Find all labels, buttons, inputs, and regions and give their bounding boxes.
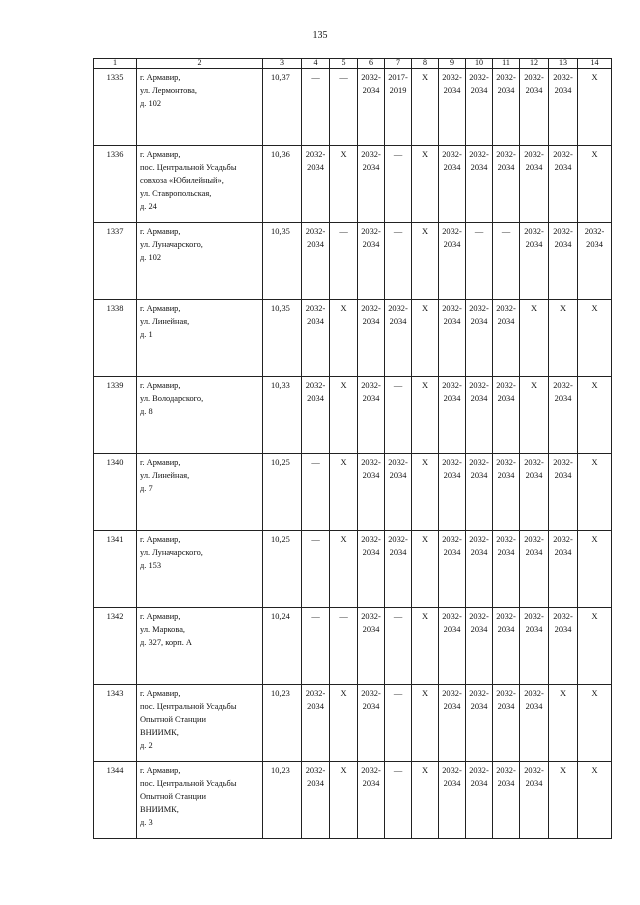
address-line: д. 153: [140, 561, 162, 570]
area-cell: 10,23: [263, 685, 302, 762]
period-cell: 2032-2034: [493, 69, 520, 146]
column-header: 11: [493, 59, 520, 69]
column-header: 12: [520, 59, 549, 69]
column-header: 8: [412, 59, 439, 69]
period-cell: 2032-2034: [493, 300, 520, 377]
column-header: 3: [263, 59, 302, 69]
address-line: ул. Луначарского,: [140, 548, 203, 557]
address-line: ул. Володарского,: [140, 394, 204, 403]
period-cell: X: [549, 300, 578, 377]
period-cell: 2032-2034: [358, 377, 385, 454]
column-header: 9: [439, 59, 466, 69]
period-cell: X: [412, 377, 439, 454]
period-cell: —: [302, 69, 330, 146]
period-cell: X: [330, 685, 358, 762]
area-cell: 10,23: [263, 762, 302, 839]
table-row: [94, 762, 612, 839]
row-number-cell: 1343: [94, 685, 137, 762]
column-header: 13: [549, 59, 578, 69]
period-cell: 2032-2034: [358, 223, 385, 300]
period-cell: 2032-2034: [439, 454, 466, 531]
column-header: 14: [578, 59, 612, 69]
period-cell: 2017-2019: [385, 69, 412, 146]
area-cell: 10,25: [263, 531, 302, 608]
period-cell: 2032-2034: [358, 762, 385, 839]
period-cell: —: [493, 223, 520, 300]
row-number-cell: 1341: [94, 531, 137, 608]
period-cell: 2032-2034: [466, 146, 493, 223]
column-header: 10: [466, 59, 493, 69]
row-number-cell: 1336: [94, 146, 137, 223]
area-cell: 10,35: [263, 223, 302, 300]
period-cell: 2032-2034: [358, 146, 385, 223]
period-cell: X: [330, 146, 358, 223]
period-cell: —: [385, 223, 412, 300]
period-cell: X: [578, 300, 612, 377]
row-number-cell: 1335: [94, 69, 137, 146]
period-cell: 2032-2034: [549, 608, 578, 685]
area-cell: 10,35: [263, 300, 302, 377]
row-number-cell: 1342: [94, 608, 137, 685]
period-cell: 2032-2034: [466, 608, 493, 685]
period-cell: 2032-2034: [302, 223, 330, 300]
address-line: ул. Линейная,: [140, 471, 190, 480]
table-row: [94, 223, 612, 300]
period-cell: 2032-2034: [466, 69, 493, 146]
period-cell: 2032-2034: [549, 223, 578, 300]
address-line: пос. Центральной Усадьбы: [140, 702, 237, 711]
period-cell: X: [578, 454, 612, 531]
period-cell: —: [302, 454, 330, 531]
table-body: [94, 69, 612, 839]
period-cell: 2032-2034: [466, 531, 493, 608]
row-number-cell: 1340: [94, 454, 137, 531]
period-cell: 2032-2034: [302, 377, 330, 454]
table-row: [94, 377, 612, 454]
period-cell: 2032-2034: [493, 377, 520, 454]
address-cell: [137, 146, 263, 223]
period-cell: 2032-2034: [302, 762, 330, 839]
area-cell: 10,37: [263, 69, 302, 146]
address-cell: [137, 377, 263, 454]
period-cell: X: [412, 300, 439, 377]
address-line: д. 102: [140, 253, 162, 262]
address-line: ВНИИМК,: [140, 805, 179, 814]
period-cell: —: [385, 762, 412, 839]
period-cell: 2032-2034: [358, 69, 385, 146]
address-line: совхоза «Юбилейный»,: [140, 176, 224, 185]
period-cell: 2032-2034: [439, 223, 466, 300]
period-cell: —: [385, 377, 412, 454]
period-cell: —: [330, 223, 358, 300]
period-cell: X: [578, 146, 612, 223]
period-cell: 2032-2034: [385, 454, 412, 531]
row-number-cell: 1344: [94, 762, 137, 839]
period-cell: 2032-2034: [549, 146, 578, 223]
period-cell: X: [412, 608, 439, 685]
period-cell: 2032-2034: [358, 685, 385, 762]
area-cell: 10,25: [263, 454, 302, 531]
table-row: [94, 608, 612, 685]
address-line: ул. Луначарского,: [140, 240, 203, 249]
column-header: 6: [358, 59, 385, 69]
period-cell: 2032-2034: [466, 300, 493, 377]
row-number-cell: 1337: [94, 223, 137, 300]
period-cell: 2032-2034: [439, 69, 466, 146]
period-cell: X: [330, 531, 358, 608]
period-cell: 2032-2034: [439, 377, 466, 454]
period-cell: 2032-2034: [439, 146, 466, 223]
address-line: г. Армавир,: [140, 304, 181, 313]
period-cell: 2032-2034: [520, 454, 549, 531]
table-row: [94, 300, 612, 377]
period-cell: 2032-2034: [520, 69, 549, 146]
period-cell: 2032-2034: [358, 300, 385, 377]
period-cell: 2032-2034: [549, 69, 578, 146]
address-line: д. 24: [140, 202, 157, 211]
period-cell: 2032-2034: [493, 685, 520, 762]
address-line: г. Армавир,: [140, 227, 181, 236]
period-cell: 2032-2034: [493, 608, 520, 685]
address-line: ВНИИМК,: [140, 728, 179, 737]
table-row: [94, 146, 612, 223]
period-cell: —: [302, 531, 330, 608]
period-cell: 2032-2034: [549, 377, 578, 454]
period-cell: —: [385, 608, 412, 685]
period-cell: X: [330, 377, 358, 454]
address-cell: [137, 531, 263, 608]
period-cell: X: [549, 762, 578, 839]
period-cell: 2032-2034: [549, 531, 578, 608]
period-cell: 2032-2034: [439, 762, 466, 839]
address-line: пос. Центральной Усадьбы: [140, 163, 237, 172]
period-cell: X: [520, 300, 549, 377]
area-cell: 10,24: [263, 608, 302, 685]
period-cell: X: [578, 608, 612, 685]
address-line: д. 3: [140, 818, 153, 827]
period-cell: 2032-2034: [578, 223, 612, 300]
column-header: 7: [385, 59, 412, 69]
table-row: [94, 685, 612, 762]
period-cell: 2032-2034: [493, 146, 520, 223]
period-cell: 2032-2034: [302, 146, 330, 223]
address-cell: [137, 454, 263, 531]
period-cell: 2032-2034: [549, 454, 578, 531]
period-cell: 2032-2034: [439, 300, 466, 377]
period-cell: 2032-2034: [466, 762, 493, 839]
period-cell: —: [385, 146, 412, 223]
address-line: ул. Маркова,: [140, 625, 186, 634]
page-number: 135: [312, 30, 328, 41]
period-cell: —: [330, 608, 358, 685]
period-cell: 2032-2034: [493, 531, 520, 608]
period-cell: 2032-2034: [358, 531, 385, 608]
period-cell: X: [330, 454, 358, 531]
address-cell: [137, 608, 263, 685]
address-cell: [137, 69, 263, 146]
column-header: 4: [302, 59, 330, 69]
address-line: ул. Линейная,: [140, 317, 190, 326]
period-cell: 2032-2034: [520, 146, 549, 223]
period-cell: X: [412, 69, 439, 146]
period-cell: X: [330, 300, 358, 377]
column-header: 5: [330, 59, 358, 69]
address-line: ул. Ставропольская,: [140, 189, 212, 198]
period-cell: 2032-2034: [358, 608, 385, 685]
period-cell: X: [412, 531, 439, 608]
period-cell: X: [330, 762, 358, 839]
address-line: д. 7: [140, 484, 153, 493]
address-line: г. Армавир,: [140, 689, 181, 698]
period-cell: X: [578, 685, 612, 762]
address-line: пос. Центральной Усадьбы: [140, 779, 237, 788]
table-row: [94, 454, 612, 531]
period-cell: —: [466, 223, 493, 300]
period-cell: 2032-2034: [520, 608, 549, 685]
period-cell: 2032-2034: [358, 454, 385, 531]
column-header: 2: [137, 59, 263, 69]
period-cell: X: [412, 146, 439, 223]
period-cell: 2032-2034: [385, 531, 412, 608]
address-line: г. Армавир,: [140, 73, 181, 82]
period-cell: X: [412, 685, 439, 762]
row-number-cell: 1338: [94, 300, 137, 377]
address-cell: [137, 300, 263, 377]
period-cell: 2032-2034: [385, 300, 412, 377]
address-line: д. 1: [140, 330, 153, 339]
period-cell: X: [412, 454, 439, 531]
period-cell: —: [385, 685, 412, 762]
address-line: г. Армавир,: [140, 150, 181, 159]
period-cell: 2032-2034: [520, 762, 549, 839]
address-line: д. 8: [140, 407, 153, 416]
row-number-cell: 1339: [94, 377, 137, 454]
period-cell: 2032-2034: [466, 685, 493, 762]
period-cell: X: [578, 531, 612, 608]
area-cell: 10,36: [263, 146, 302, 223]
period-cell: 2032-2034: [520, 685, 549, 762]
period-cell: 2032-2034: [493, 454, 520, 531]
address-line: д. 102: [140, 99, 162, 108]
header-row: [94, 59, 612, 69]
address-cell: [137, 223, 263, 300]
address-line: г. Армавир,: [140, 612, 181, 621]
period-cell: 2032-2034: [439, 531, 466, 608]
table-row: [94, 531, 612, 608]
address-cell: [137, 685, 263, 762]
period-cell: 2032-2034: [520, 531, 549, 608]
address-cell: [137, 762, 263, 839]
address-line: Опытной Станции: [140, 715, 206, 724]
period-cell: X: [520, 377, 549, 454]
period-cell: 2032-2034: [520, 223, 549, 300]
address-line: г. Армавир,: [140, 458, 181, 467]
period-cell: X: [578, 762, 612, 839]
period-cell: 2032-2034: [466, 454, 493, 531]
address-line: ул. Лермонтова,: [140, 86, 197, 95]
period-cell: X: [578, 377, 612, 454]
period-cell: —: [302, 608, 330, 685]
address-line: г. Армавир,: [140, 381, 181, 390]
buildings-registry-table: [93, 58, 612, 839]
period-cell: 2032-2034: [439, 608, 466, 685]
period-cell: 2032-2034: [439, 685, 466, 762]
column-header: 1: [94, 59, 137, 69]
address-line: д. 327, корп. А: [140, 638, 192, 647]
address-line: г. Армавир,: [140, 535, 181, 544]
period-cell: X: [412, 762, 439, 839]
address-line: Опытной Станции: [140, 792, 206, 801]
address-line: г. Армавир,: [140, 766, 181, 775]
period-cell: 2032-2034: [302, 685, 330, 762]
period-cell: 2032-2034: [466, 377, 493, 454]
area-cell: 10,33: [263, 377, 302, 454]
table-row: [94, 69, 612, 146]
period-cell: 2032-2034: [302, 300, 330, 377]
period-cell: —: [330, 69, 358, 146]
period-cell: X: [412, 223, 439, 300]
period-cell: X: [578, 69, 612, 146]
period-cell: 2032-2034: [493, 762, 520, 839]
period-cell: X: [549, 685, 578, 762]
address-line: д. 2: [140, 741, 153, 750]
